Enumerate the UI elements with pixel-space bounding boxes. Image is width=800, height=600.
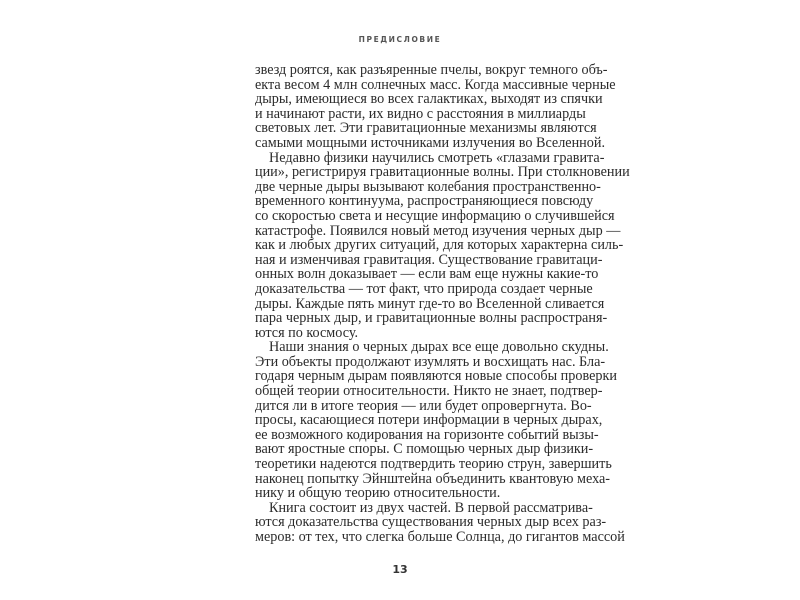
text-line: дыры. Каждые пять минут где-то во Вселенной сливается	[255, 295, 605, 312]
text-line: дится ли в итоге теория — или будет опровергнута. Во-	[255, 397, 592, 414]
text-line: световых лет. Эти гравитационные механизмы являются	[255, 120, 597, 137]
text-line: и начинают расти, их видно с расстояния в миллиарды	[255, 105, 586, 122]
text-line: ются по космосу.	[255, 324, 359, 341]
text-line: ее возможного кодирования на горизонте событий вызы-	[255, 426, 599, 443]
text-line: Недавно физики научились смотреть «глазами гравита-	[269, 149, 605, 166]
text-line: наконец попытку Эйнштейна объединить квантовую меха-	[255, 470, 611, 487]
text-line: нику и общую теорию относительности.	[255, 485, 501, 502]
text-line: Книга состоит из двух частей. В первой рассматрива-	[269, 499, 593, 516]
text-line: ции», регистрируя гравитационные волны. При столкновении	[255, 164, 630, 181]
text-line: екта весом 4 млн солнечных масс. Когда массивные черные	[255, 76, 616, 93]
text-line: онных волн доказывает — если вам еще нужны какие-то	[255, 266, 599, 283]
text-line: просы, касающиеся потери информации в черных дырах,	[255, 412, 603, 429]
text-line: дыры, имеющиеся во всех галактиках, выходят из спячки	[255, 91, 603, 108]
text-line: доказательства — тот факт, что природа создает черные	[255, 280, 593, 297]
text-line: меров: от тех, что слегка больше Солнца, до гигантов массой	[255, 529, 625, 545]
text-line: вают яростные споры. С помощью черных дыр физики-	[255, 441, 594, 458]
body-text	[255, 62, 630, 545]
text-line: теоретики надеются подтвердить теорию струн, завершить	[255, 456, 612, 473]
text-line: временного континуума, распространяющиеся повсюду	[255, 193, 594, 210]
text-line: со скоростью света и несущие информацию о случившейся	[255, 207, 615, 224]
text-line: катастрофе. Появился новый метод изучения черных дыр —	[255, 222, 621, 239]
text-line: годаря черным дырам появляются новые способы проверки	[255, 368, 617, 385]
text-line: Эти объекты продолжают изумлять и восхищать нас. Бла-	[255, 353, 606, 370]
text-line: общей теории относительности. Никто не знает, подтвер-	[255, 383, 603, 400]
text-line: ная и изменчивая гравитация. Существование гравитаци-	[255, 251, 603, 268]
running-head: ПРЕДИСЛОВИЕ	[358, 35, 442, 44]
text-line: ются доказательства существования черных дыр всех раз-	[255, 514, 607, 531]
text-line: две черные дыры вызывают колебания пространственно-	[255, 178, 601, 195]
text-line: самыми мощными источниками излучения во Вселенной.	[255, 134, 606, 151]
text-line: Наши знания о черных дырах все еще довольно скудны.	[269, 339, 609, 356]
text-line: как и любых других ситуаций, для которых характерна силь-	[255, 237, 624, 254]
page-number: 13	[392, 563, 408, 576]
text-line: пара черных дыр, и гравитационные волны распространя-	[255, 310, 608, 327]
text-line: звезд роятся, как разъяренные пчелы, вокруг темного объ-	[255, 62, 608, 78]
